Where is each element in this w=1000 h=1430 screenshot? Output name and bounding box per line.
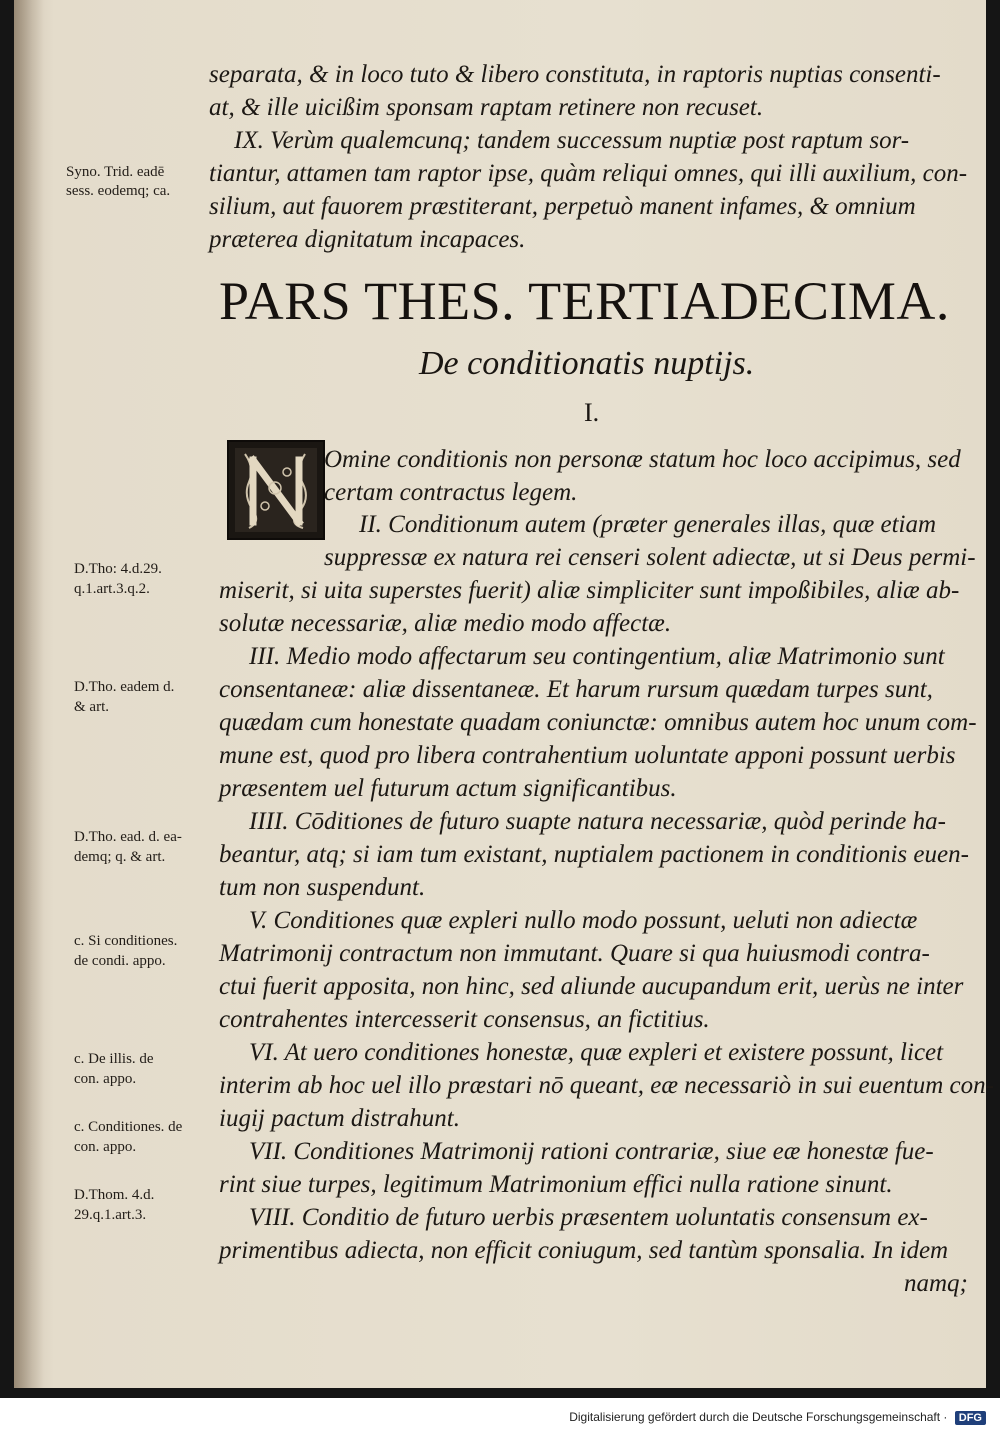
section-line: VII. Conditiones Matrimonij rationi contrariæ, siue eæ honestæ fue-	[249, 1138, 934, 1165]
marginal-note: c. Conditiones. de	[74, 1119, 183, 1135]
digitization-credit	[0, 1410, 1000, 1425]
section-line: præsentem uel futurum actum significantibus.	[219, 775, 677, 802]
section-line: primentibus adiecta, non efficit coniugum, sed tantùm sponsalia. In idem	[219, 1237, 949, 1264]
credit-text: Digitalisierung gefördert durch die Deutsche Forschungsgemeinschaft ·	[569, 1410, 948, 1424]
body-line: at, & ille uicißim sponsam raptam retinere non recuset.	[209, 94, 764, 121]
section-line: tum non suspendunt.	[219, 874, 426, 901]
marginal-note: q.1.art.3.q.2.	[74, 581, 150, 597]
section-line: quædam cum honestate quadam coniunctæ: omnibus autem hoc unum com-	[219, 709, 977, 736]
section-line: Matrimonij contractum non immutant. Quare si qua huiusmodi contra-	[219, 940, 930, 967]
marginal-note: c. Si conditiones.	[74, 933, 178, 949]
decorated-initial-n-icon	[227, 440, 325, 540]
marginal-note: con. appo.	[74, 1139, 137, 1155]
section-numeral: I.	[584, 398, 600, 427]
section-line: Omine conditionis non personæ statum hoc loco accipimus, sed	[324, 446, 961, 473]
section-heading: PARS THES. TERTIADECIMA.	[219, 271, 950, 331]
marginal-note: demq; q. & art.	[74, 849, 166, 865]
marginal-note: D.Thom. 4.d.	[74, 1187, 155, 1203]
section-line: beantur, atq; si iam tum existant, nuptialem pactionem in conditionis euen-	[219, 841, 969, 868]
section-subheading: De conditionatis nuptijs.	[419, 345, 755, 382]
body-line: silium, aut fauorem præstiterant, perpetuò manent infames, & omnium	[209, 193, 916, 220]
marginal-note: de condi. appo.	[74, 953, 166, 969]
marginal-note: D.Tho. ead. d. ea-	[74, 829, 182, 845]
section-line: consentaneæ: aliæ dissentaneæ. Et harum rursum quædam turpes sunt,	[219, 676, 933, 703]
section-line: iugij pactum distrahunt.	[219, 1105, 460, 1132]
book-page	[14, 0, 994, 1388]
section-line: interim ab hoc uel illo præstari nō queant, eæ necessariò in sui euentum con-	[219, 1072, 994, 1099]
section-line: II. Conditionum autem (præter generales illas, quæ etiam	[359, 511, 937, 538]
section-line: certam contractus legem.	[324, 479, 578, 506]
marginal-note: D.Tho. eadem d.	[74, 679, 175, 695]
section-line: mune est, quod pro libera contrahentium uoluntate apponi possunt uerbis	[219, 742, 956, 769]
body-line: tiantur, attamen tam raptor ipse, quàm reliqui omnes, qui illi auxilium, con-	[209, 160, 968, 187]
section-line: contrahentes intercesserit consensus, an fictitius.	[219, 1006, 710, 1033]
section-line: rint siue turpes, legitimum Matrimonium effici nulla ratione sinunt.	[219, 1171, 893, 1198]
body-line: præterea dignitatum incapaces.	[209, 226, 526, 253]
marginal-note: & art.	[74, 699, 109, 715]
gutter-shadow	[14, 0, 44, 1388]
marginal-note: c. De illis. de	[74, 1051, 154, 1067]
section-line: solutæ necessariæ, aliæ medio modo affectæ.	[219, 610, 672, 637]
section-line: VI. At uero conditiones honestæ, quæ expleri et existere possunt, licet	[249, 1039, 944, 1066]
marginal-note: 29.q.1.art.3.	[74, 1207, 147, 1223]
marginal-note: con. appo.	[74, 1071, 137, 1087]
section-line: suppressæ ex natura rei censeri solent adiectæ, ut si Deus permi-	[324, 544, 976, 571]
section-line: ctui fuerit apposita, non hinc, sed aliunde aucupandum erit, uerùs ne inter	[219, 973, 964, 1000]
catchword: namq;	[904, 1270, 968, 1297]
section-line: miserit, si uita superstes fuerit) aliæ simpliciter sunt impoßibiles, aliæ ab-	[219, 577, 960, 604]
section-line: III. Medio modo affectarum seu contingentium, aliæ Matrimonio sunt	[249, 643, 945, 670]
marginal-note: sess. eodemq; ca.	[66, 183, 171, 199]
dfg-logo-icon: DFG	[955, 1411, 986, 1425]
body-line: IX. Verùm qualemcunq; tandem successum nuptiæ post raptum sor-	[234, 127, 910, 154]
section-line: V. Conditiones quæ expleri nullo modo possunt, ueluti non adiectæ	[249, 907, 918, 934]
marginal-note: Syno. Trid. eadē	[66, 164, 165, 180]
section-line: IIII. Cōditiones de futuro suapte natura necessariæ, quòd perinde ha-	[249, 808, 946, 835]
section-line: VIII. Conditio de futuro uerbis præsentem uoluntatis consensum ex-	[249, 1204, 928, 1231]
body-line: separata, & in loco tuto & libero constituta, in raptoris nuptias consenti-	[209, 61, 941, 88]
marginal-note: D.Tho: 4.d.29.	[74, 561, 162, 577]
